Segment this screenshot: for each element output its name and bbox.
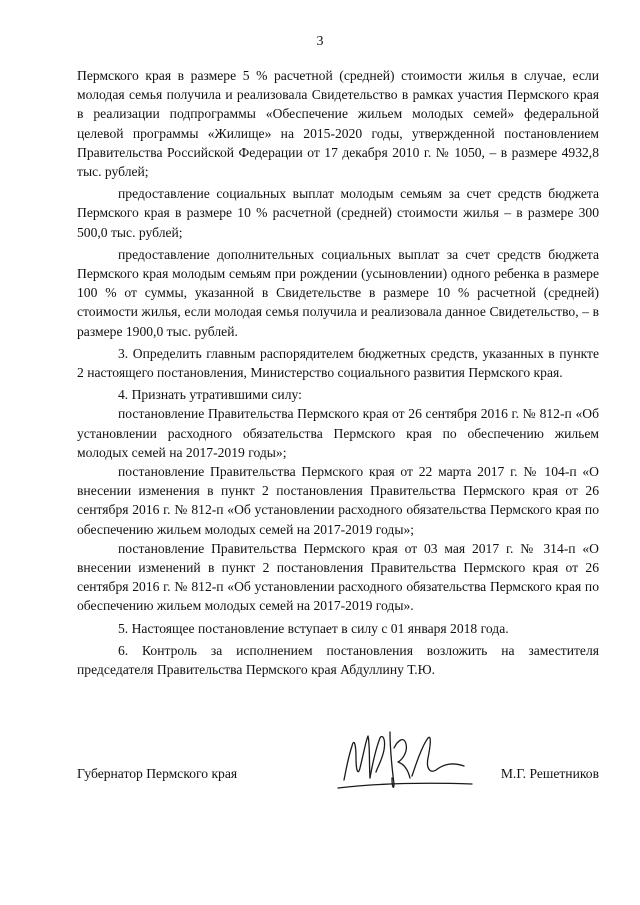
paragraph-item-3: 3. Определить главным распорядителем бюджетных средств, указанных в пункте 2 настоящего постановления, Министерство социального развития Пермского края. (77, 345, 599, 381)
handwritten-signature (332, 718, 482, 798)
signature-block (77, 764, 599, 794)
paragraph-repealed-3: постановление Правительства Пермского края от 03 мая 2017 г. № 314-п «О внесении изменений в пункт 2 постановления Правительства Пермского края от 26 сентября 2016 г. № 812-п «Об установлении расходного обязательства Пермского края по обеспечению жильем молодых семей на 2017-2019 годы». (77, 540, 599, 614)
page-number: 3 (316, 34, 324, 49)
document-body (77, 66, 599, 679)
paragraph-item-4: 4. Признать утратившими силу: (118, 387, 302, 403)
paragraph-repealed-1: постановление Правительства Пермского края от 26 сентября 2016 г. № 812-п «Об установлении расходного обязательства Пермского края по обеспечению жильем молодых семей на 2017-2019 годы»; (77, 406, 599, 460)
signatory-title: Губернатор Пермского края (77, 766, 238, 781)
paragraph-additional-payments: предоставление дополнительных социальных выплат за счет средств бюджета Пермского края молодым семьям при рождении (усыновлении) одного ребенка в размере 100 % от суммы, указанной в Свидетельстве в размере 10 % расчетной (средней) стоимости жилья, если молодая семья получила и реализовала данное Свидетельство, – в размере 1900,0 тыс. рублей. (77, 246, 599, 339)
signatory-name: М.Г. Решетников (500, 766, 599, 781)
paragraph-social-payments: предоставление социальных выплат молодым семьям за счет средств бюджета Пермского края в размере 10 % расчетной (средней) стоимости жилья – в размере 300 500,0 тыс. рублей; (77, 186, 599, 240)
paragraph-repealed-2: постановление Правительства Пермского края от 22 марта 2017 г. № 104-п «О внесении изменения в пункт 2 постановления Правительства Пермского края от 26 сентября 2016 г. № 812-п «Об установлении расходного обязательства Пермского края по обеспечению жильем молодых семей на 2017-2019 годы»; (77, 464, 599, 537)
paragraph-item-5: 5. Настоящее постановление вступает в силу с 01 января 2018 года. (118, 620, 509, 636)
paragraph-continuation: Пермского края в размере 5 % расчетной (средней) стоимости жилья в случае, если молодая семья получила и реализовала Свидетельство в рамках участия Пермского края в реализации подпрограммы «Обеспечение жильем молодых семей» федеральной целевой программы «Жилище» на 2015-2020 годы, утвержденной постановлением Правительства Российской Федерации от 17 декабря 2010 г. № 1050, – в размере 4932,8 тыс. рублей; (77, 68, 599, 180)
paragraph-item-6: 6. Контроль за исполнением постановления возложить на заместителя председателя Правительства Пермского края Абдуллину Т.Ю. (77, 642, 599, 678)
